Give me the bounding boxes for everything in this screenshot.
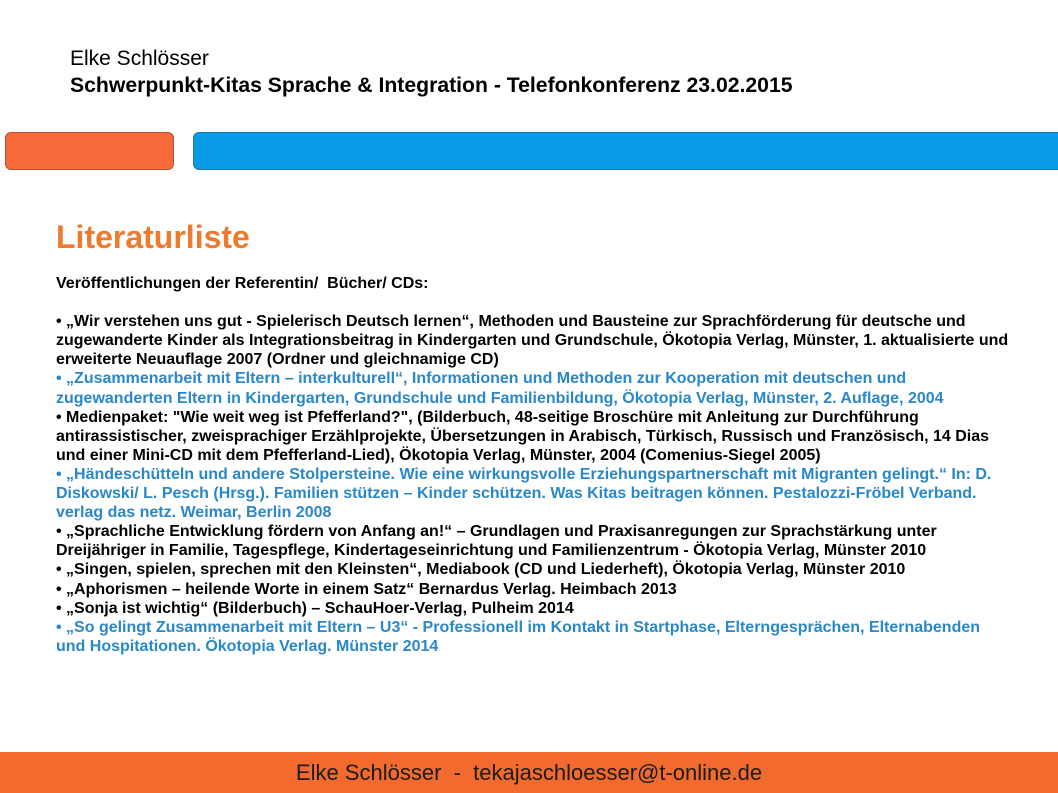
- literature-item: [56, 312, 1046, 369]
- literature-item-line: Dreijähriger in Familie, Tagespflege, Kindertageseinrichtung und Familienzentrum - Ökotopia Verlag, Münster 2010: [56, 542, 927, 560]
- literature-item-line: • „Zusammenarbeit mit Eltern – interkulturell“, Informationen und Methoden zur Kooperation mit deutschen und: [56, 370, 907, 388]
- literature-item-line: • „Sonja ist wichtig“ (Bilderbuch) – SchauHoer-Verlag, Pulheim 2014: [56, 599, 574, 617]
- footer-bar: [0, 752, 1058, 793]
- literature-item-line: • „So gelingt Zusammenarbeit mit Eltern – U3“ - Professionell im Kontakt in Startphase, Elterngesprächen, Elternabenden: [56, 618, 981, 636]
- author-name: Elke Schlösser: [70, 47, 209, 70]
- literature-item-line: • „Aphorismen – heilende Worte in einem Satz“ Bernardus Verlag. Heimbach 2013: [56, 580, 677, 598]
- literature-item-line: • Medienpaket: "Wie weit weg ist Pfefferland?", (Bilderbuch, 48-seitige Broschüre mit Anleitung zur Durchführung: [56, 408, 919, 426]
- orange-accent-bar: [5, 132, 174, 170]
- literature-item-line: und einer Mini-CD mit dem Pfefferland-Lied), Ökotopia Verlag, Münster, 2004 (Comenius-Siegel 2005): [56, 446, 821, 464]
- literature-item-line: • „Händeschütteln und andere Stolpersteine. Wie eine wirkungsvolle Erziehungspartnerschaft mit Migranten gelingt.“ In: D.: [56, 465, 992, 483]
- literature-item-line: • „Wir verstehen uns gut - Spielerisch Deutsch lernen“, Methoden und Bausteine zur Sprachförderung für deutsche und: [56, 313, 966, 331]
- blue-accent-bar: [193, 132, 1058, 170]
- literature-item: [56, 599, 1046, 618]
- literature-item-line: zugewanderte Kinder als Integrationsbeitrag in Kindergarten und Grundschule, Ökotopia Verlag, Münster, 1. aktualisierte und: [56, 332, 1009, 350]
- literature-item: [56, 522, 1046, 560]
- literature-item: [56, 465, 1046, 522]
- literature-item-line: • „Singen, spielen, sprechen mit den Kleinsten“, Mediabook (CD und Liederheft), Ökotopia Verlag, Münster 2010: [56, 561, 906, 579]
- footer-contact: Elke Schlösser - tekajaschloesser@t-online.de: [295, 760, 763, 785]
- event-title: Schwerpunkt-Kitas Sprache & Integration - Telefonkonferenz 23.02.2015: [70, 74, 793, 97]
- literature-item-line: zugewanderten Eltern in Kindergarten, Grundschule und Familienbildung, Ökotopia Verlag, Münster, 2. Auflage, 2004: [56, 389, 944, 407]
- literature-item: [56, 408, 1046, 465]
- literature-item: [56, 580, 1046, 599]
- literature-item-line: und Hospitationen. Ökotopia Verlag. Münster 2014: [56, 637, 439, 655]
- page-title: Literaturliste: [56, 219, 250, 255]
- literature-item-line: • „Sprachliche Entwicklung fördern von Anfang an!“ – Grundlagen und Praxisanregungen zur Sprachstärkung unter: [56, 523, 937, 541]
- literature-item-line: Diskowski/ L. Pesch (Hrsg.). Familien stützen – Kinder schützen. Was Kitas beitragen können. Pestalozzi-Fröbel Verband.: [56, 485, 977, 503]
- literature-item-line: verlag das netz. Weimar, Berlin 2008: [56, 504, 332, 522]
- literature-item: [56, 560, 1046, 579]
- literature-item-line: antirassistischer, zweisprachiger Erzählprojekte, Übersetzungen in Arabisch, Türkisch, Russisch und Französisch, 14 Dias: [56, 427, 990, 445]
- literature-item: [56, 618, 1046, 656]
- literature-list: [56, 274, 1046, 656]
- literature-item-line: erweiterte Neuauflage 2007 (Ordner und gleichnamige CD): [56, 351, 499, 369]
- spacer: [56, 293, 1046, 312]
- section-heading: Veröffentlichungen der Referentin/ Bücher/ CDs:: [56, 275, 429, 292]
- literature-item: [56, 369, 1046, 407]
